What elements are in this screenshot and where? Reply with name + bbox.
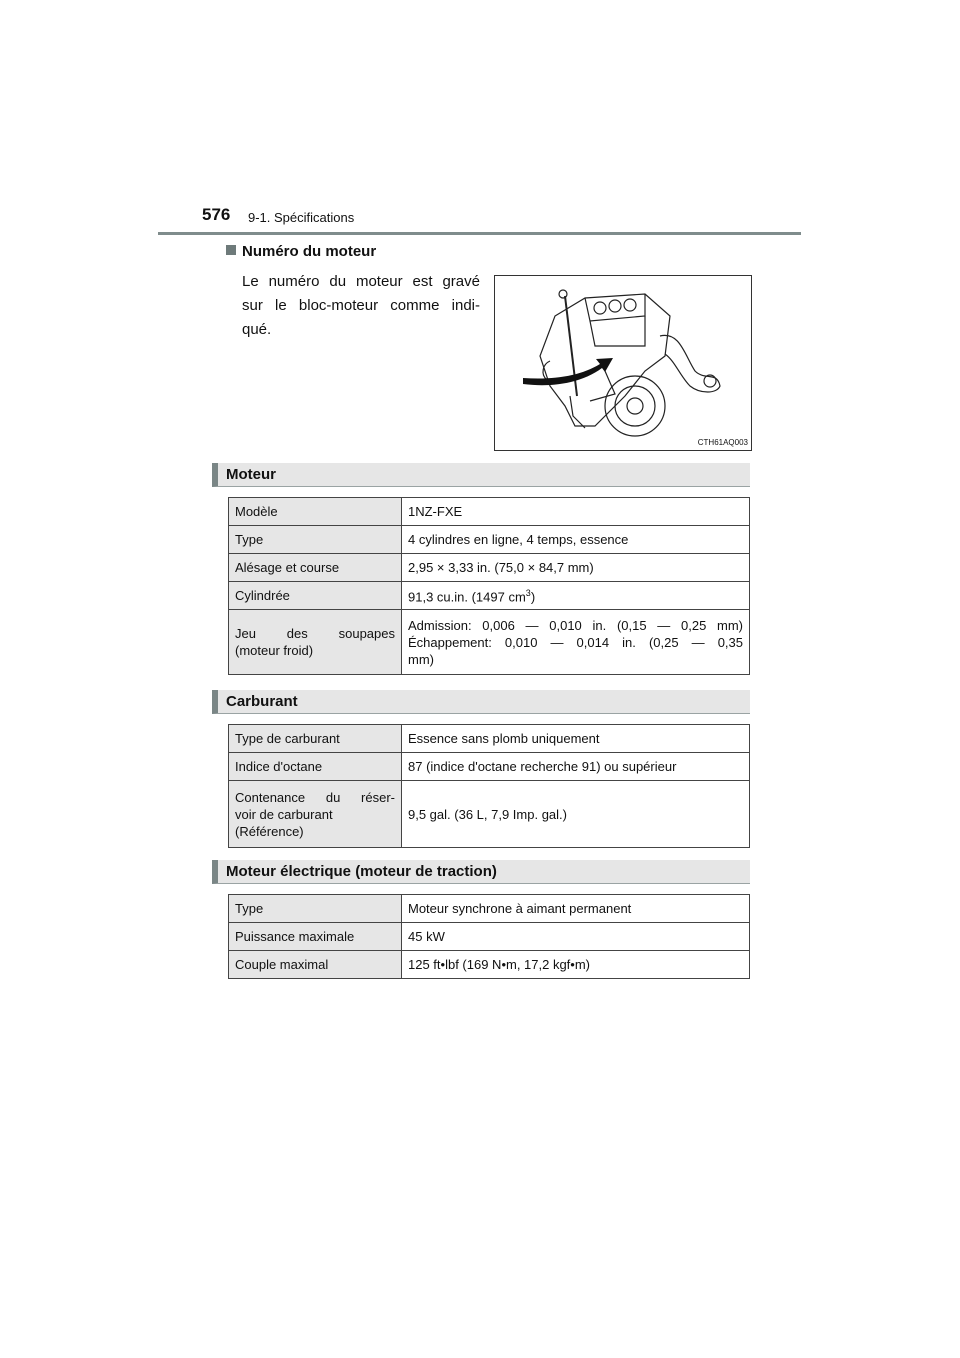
square-bullet-icon [226,245,236,255]
table-row [229,951,750,979]
row-label: Jeu des soupapes (moteur froid) [229,610,402,675]
table-row [229,725,750,753]
subsection-heading [226,243,376,260]
table-row [229,498,750,526]
row-value: Essence sans plomb uniquement [402,725,750,753]
table-row [229,923,750,951]
table-row [229,781,750,848]
row-label: Puissance maximale [229,923,402,951]
engine-drawing [495,276,751,450]
section-header-moteur-electrique: Moteur électrique (moteur de traction) [212,860,750,884]
row-label: Contenance du réser- voir de carburant (Référence) [229,781,402,848]
table-row [229,554,750,582]
row-label: Alésage et course [229,554,402,582]
row-label: Cylindrée [229,582,402,610]
row-value: 1NZ-FXE [402,498,750,526]
row-value: 45 kW [402,923,750,951]
table-row [229,895,750,923]
row-value: Admission: 0,006 — 0,010 in. (0,15 — 0,25 mm) Échappement: 0,010 — 0,014 in. (0,25 — 0,35 mm) [402,610,750,675]
row-label: Type [229,895,402,923]
page-number: 576 [202,205,231,224]
row-value: Moteur synchrone à aimant permanent [402,895,750,923]
row-value: 4 cylindres en ligne, 4 temps, essence [402,526,750,554]
row-label: Indice d'octane [229,753,402,781]
intro-line: qué. [242,321,272,338]
spec-table-moteur [228,497,750,675]
row-value: 9,5 gal. (36 L, 7,9 Imp. gal.) [402,781,750,848]
row-label: Modèle [229,498,402,526]
section-header-moteur: Moteur [212,463,750,487]
row-value: 87 (indice d'octane recherche 91) ou supérieur [402,753,750,781]
spec-table-carburant [228,724,750,848]
row-label: Type [229,526,402,554]
running-head: 9-1. Spécifications [248,210,355,225]
table-row [229,610,750,675]
intro-line: sur le bloc-moteur comme indi- [242,297,480,314]
table-row [229,582,750,610]
row-value: 91,3 cu.in. (1497 $cm^3$) [402,582,750,610]
figure-code: CTH61AQ003 [697,438,748,447]
subsection-title: Numéro du moteur [242,243,377,260]
header-rule [158,232,801,235]
row-label: Type de carburant [229,725,402,753]
intro-line: Le numéro du moteur est gravé [242,273,480,290]
table-row [229,526,750,554]
intro-text [242,270,480,342]
table-row [229,753,750,781]
spec-table-moteur-electrique [228,894,750,979]
row-label: Couple maximal [229,951,402,979]
row-value: 125 ft•lbf (169 N•m, 17,2 kgf•m) [402,951,750,979]
section-header-carburant: Carburant [212,690,750,714]
row-value: 2,95 × 3,33 in. (75,0 × 84,7 mm) [402,554,750,582]
engine-illustration [494,275,752,451]
